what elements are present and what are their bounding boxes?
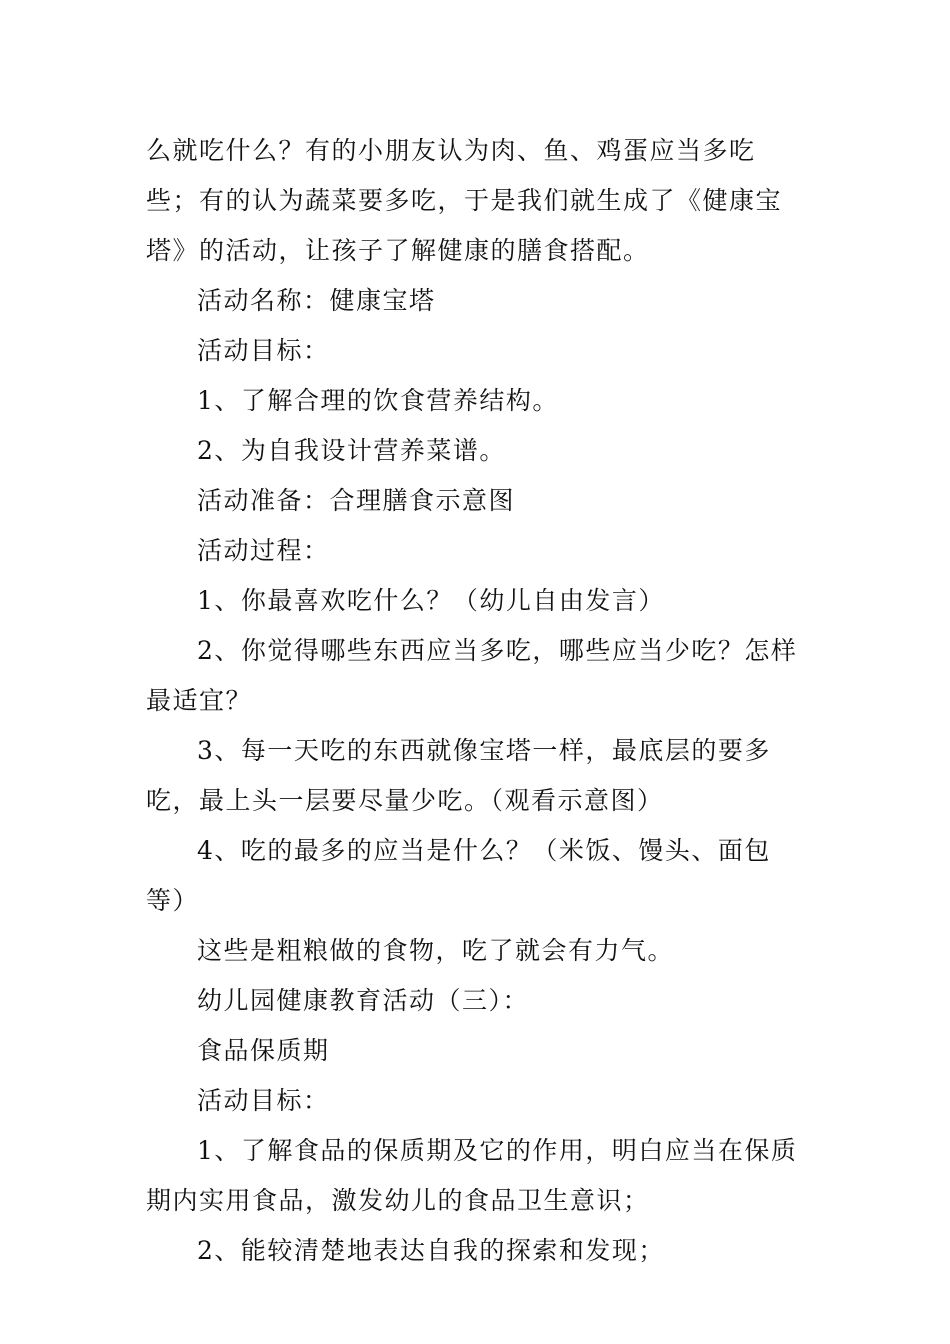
paragraph-process-2: 2、你觉得哪些东西应当多吃，哪些应当少吃？怎样最适宜？	[146, 636, 798, 715]
paragraph-objective-2-1: 1、了解食品的保质期及它的作用，明白应当在保质期内实用食品，激发幼儿的食品卫生意识；	[146, 1136, 798, 1215]
paragraph-preparation: 活动准备：合理膳食示意图	[197, 486, 516, 515]
paragraph-section-three-heading: 幼儿园健康教育活动（三）：	[197, 986, 530, 1015]
paragraph-process-heading: 活动过程：	[197, 536, 330, 565]
paragraph-objectives-heading: 活动目标：	[197, 336, 330, 365]
paragraph-process-4: 4、吃的最多的应当是什么？（米饭、馒头、面包等）	[146, 836, 771, 915]
paragraph-objective-2: 2、为自我设计营养菜谱。	[197, 436, 506, 465]
paragraph-objective-2-2: 2、能较清楚地表达自我的探索和发现；	[197, 1236, 665, 1265]
paragraph-process-3: 3、每一天吃的东西就像宝塔一样，最底层的要多吃，最上头一层要尽量少吃。（观看示意图）	[146, 736, 771, 815]
paragraph-process-4-note: 这些是粗粮做的食物，吃了就会有力气。	[197, 936, 675, 965]
paragraph-activity-name: 活动名称：健康宝塔	[197, 286, 436, 315]
paragraph-objective-1: 1、了解合理的饮食营养结构。	[197, 386, 559, 415]
document-body	[146, 126, 808, 1276]
paragraph-intro-continued: 么就吃什么？有的小朋友认为肉、鱼、鸡蛋应当多吃些；有的认为蔬菜要多吃，于是我们就生成了《健康宝塔》的活动，让孩子了解健康的膳食搭配。	[146, 136, 783, 265]
paragraph-process-1: 1、你最喜欢吃什么？（幼儿自由发言）	[197, 586, 665, 615]
paragraph-section-three-title: 食品保质期	[197, 1036, 330, 1065]
paragraph-objectives-heading-2: 活动目标：	[197, 1086, 330, 1115]
